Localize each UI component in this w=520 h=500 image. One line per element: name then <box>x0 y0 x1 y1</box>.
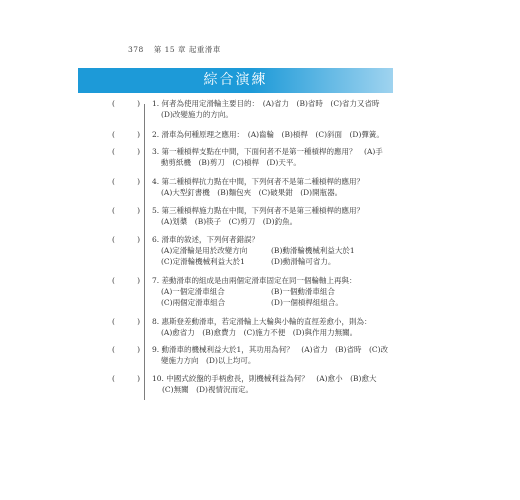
question-text <box>152 146 402 168</box>
option-text: (D)動滑輪可省力。 <box>271 257 336 266</box>
question-text <box>152 205 402 227</box>
option-text: (A)定滑輪是用於改變方向 <box>161 246 248 255</box>
option-row <box>152 297 402 308</box>
question-text <box>152 129 402 140</box>
bracket-open: ( <box>112 99 115 108</box>
question-line: 5. 第三種槓桿施力點在中間，下列何者不是第三種槓桿的應用？ <box>152 206 365 215</box>
option-text: (B)一個動滑車組合 <box>271 287 335 296</box>
bracket-close: ) <box>137 177 140 186</box>
answer-bracket <box>112 176 140 187</box>
bracket-close: ) <box>137 235 140 244</box>
option-text: (A)一個定滑車組合 <box>161 287 225 296</box>
bracket-close: ) <box>137 99 140 108</box>
question-text <box>152 316 402 338</box>
bracket-close: ) <box>137 345 140 354</box>
question-line: 10. 中國式絞盤的手柄愈長，則機械利益為何？ (A)愈小 (B)愈大 <box>152 374 377 383</box>
question-text <box>152 234 402 267</box>
option-row <box>152 245 402 256</box>
answer-bracket <box>112 316 140 327</box>
question-line: 2. 滑車為何種原理之應用： (A)齒輪 (B)槓桿 (C)斜面 (D)彈簧。 <box>152 130 384 139</box>
bracket-close: ) <box>137 276 140 285</box>
section-banner <box>78 68 393 93</box>
bracket-open: ( <box>112 206 115 215</box>
bracket-close: ) <box>137 206 140 215</box>
page-number: 378 <box>128 45 144 54</box>
bracket-open: ( <box>112 374 115 383</box>
question-line: (D)改變施力的方向。 <box>161 110 233 119</box>
question-line: 6. 滑車的敘述，下列何者錯誤？ <box>152 235 260 244</box>
bracket-open: ( <box>112 317 115 326</box>
option-row <box>152 286 402 297</box>
chapter-label: 第 15 章 <box>153 45 187 54</box>
option-text: (C)定滑輪機械利益大於1 <box>161 257 245 266</box>
answer-bracket <box>112 275 140 286</box>
question-line: 動剪紙機 (B)剪刀 (C)槓桿 (D)天平。 <box>161 158 301 167</box>
bracket-close: ) <box>137 147 140 156</box>
question-line: (C)無關 (D)視情況而定。 <box>162 385 253 394</box>
bracket-open: ( <box>112 177 115 186</box>
question-line: 4. 第二種槓桿抗力點在中間，下列何者不是第二種槓桿的應用？ <box>152 177 365 186</box>
bracket-open: ( <box>112 235 115 244</box>
question-line: (A)大型釘書機 (B)麵包夾 (C)破果鉗 (D)開瓶器。 <box>161 188 343 197</box>
bracket-open: ( <box>112 345 115 354</box>
answer-bracket <box>112 205 140 216</box>
answer-bracket <box>112 98 140 109</box>
question-line: 1. 何者為使用定滑輪主要目的： (A)省力 (B)省時 (C)省力又省時 <box>152 99 380 108</box>
question-line: 變施力方向 (D)以上均可。 <box>161 356 256 365</box>
option-text: (C)兩個定滑車組合 <box>161 298 226 307</box>
bracket-open: ( <box>112 147 115 156</box>
bracket-close: ) <box>137 317 140 326</box>
question-text <box>152 176 402 198</box>
bracket-open: ( <box>112 276 115 285</box>
running-header <box>128 44 221 55</box>
question-text <box>152 275 402 308</box>
question-line: (A)划槳 (B)筷子 (C)剪刀 (D)釣魚。 <box>161 217 298 226</box>
question-line: (A)愈省力 (B)愈費力 (C)施力不便 (D)與作用力無關。 <box>161 328 358 337</box>
answer-bracket <box>112 234 140 245</box>
option-text: (B)動滑輪機械利益大於1 <box>271 246 355 255</box>
question-text <box>152 344 402 366</box>
question-line: 8. 惠斯登差動滑車，若定滑輪上大輪與小輪的直徑差愈小，則為： <box>152 317 372 326</box>
question-line: 9. 動滑車的機械利益大於1，其功用為何？ (A)省力 (B)省時 (C)改 <box>152 345 389 354</box>
answer-bracket <box>112 146 140 157</box>
vertical-divider <box>144 104 145 400</box>
answer-bracket <box>112 373 140 384</box>
bracket-close: ) <box>137 374 140 383</box>
option-row <box>152 256 402 267</box>
answer-bracket <box>112 344 140 355</box>
question-text <box>152 98 402 120</box>
section-title: 綜合演練 <box>203 72 268 88</box>
bracket-open: ( <box>112 130 115 139</box>
question-text <box>152 373 402 395</box>
bracket-close: ) <box>137 130 140 139</box>
answer-bracket <box>112 129 140 140</box>
question-line: 7. 差動滑車的組成是由兩個定滑車固定在同一個輪軸上再與： <box>152 276 357 285</box>
chapter-title: 起重滑車 <box>188 45 221 54</box>
option-text: (D)一個槓桿組組合。 <box>271 298 343 307</box>
question-line: 3. 第一種槓桿支點在中間，下面何者不是第一種槓桿的應用？ (A)手 <box>152 147 383 156</box>
